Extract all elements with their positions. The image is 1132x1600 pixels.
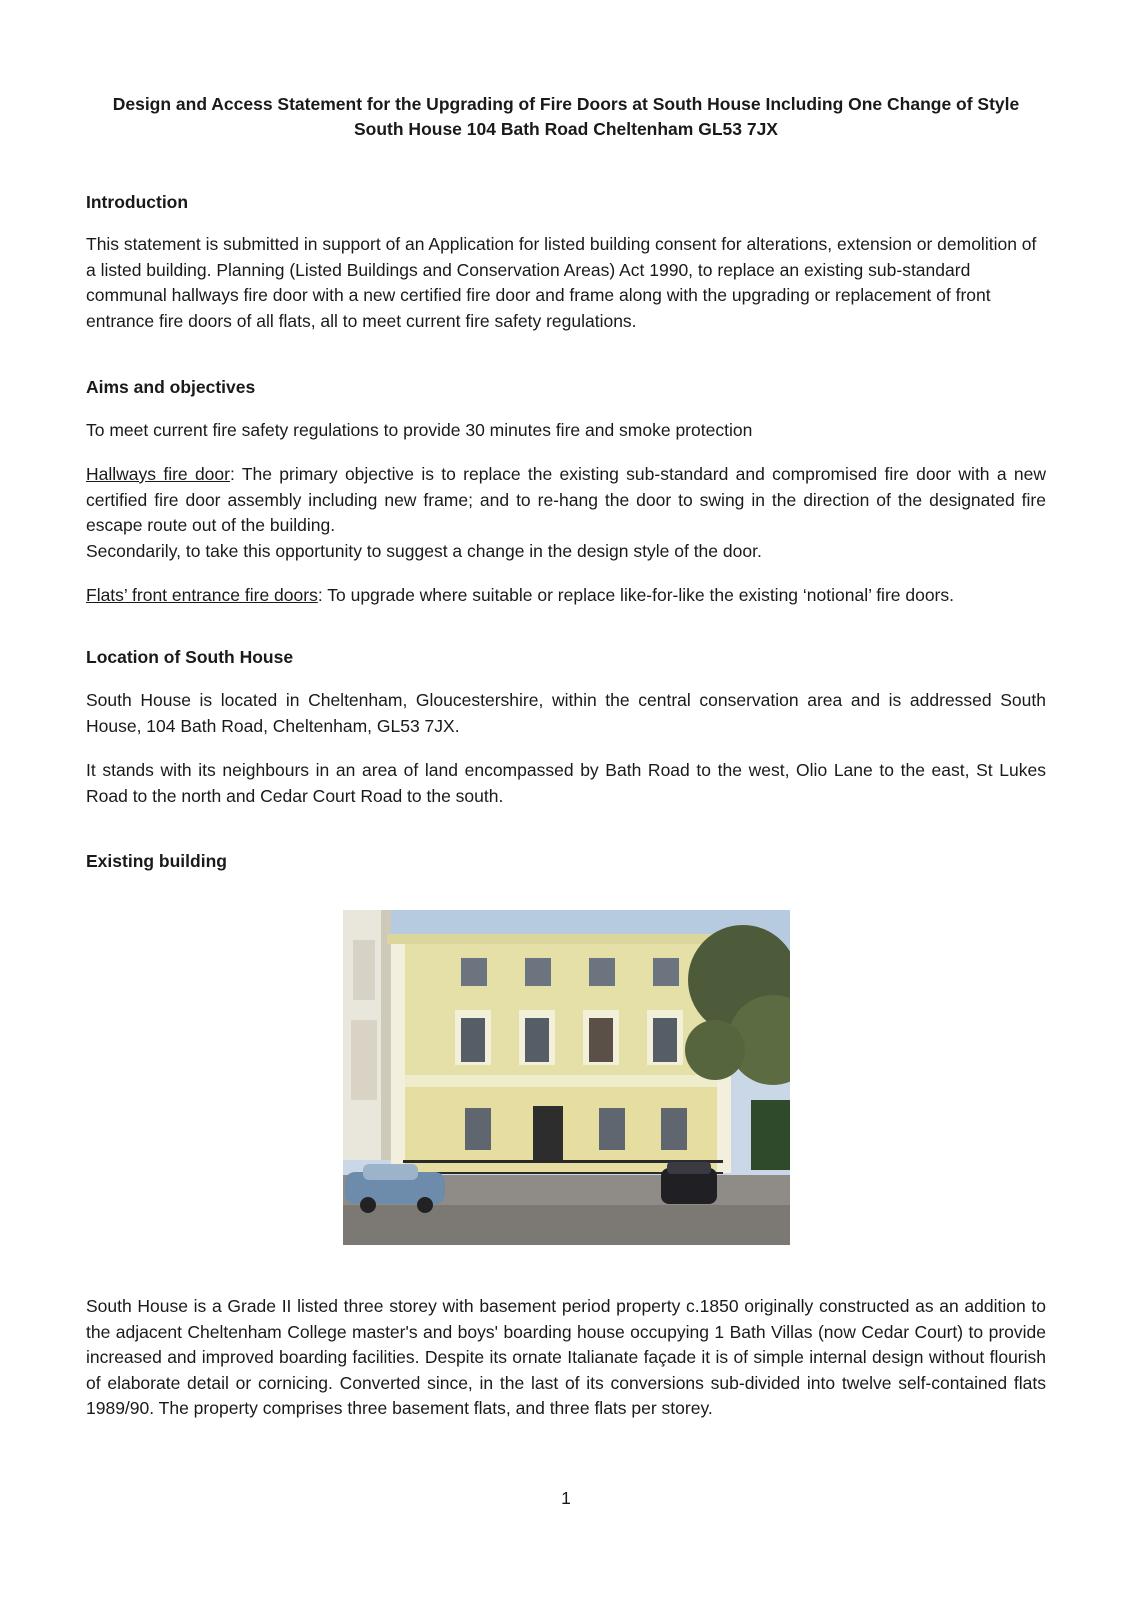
flats-paragraph (86, 583, 1046, 609)
hallways-label: Hallways fire door (86, 464, 230, 484)
location-paragraph-2: It stands with its neighbours in an area of land encompassed by Bath Road to the west, Olio Lane to the east, St Lukes Road to the north and Cedar Court Road to the south. (86, 760, 1046, 806)
heading-location: Location of South House (86, 647, 294, 667)
hallways-paragraph (86, 462, 1046, 539)
aims-paragraph: To meet current fire safety regulations to provide 30 minutes fire and smoke protection (86, 420, 753, 440)
heading-existing-building: Existing building (86, 851, 227, 871)
page-number: 1 (561, 1488, 571, 1508)
flats-text: : To upgrade where suitable or replace like-for-like the existing ‘notional’ fire doors. (317, 585, 954, 605)
building-photo (343, 910, 790, 1245)
document-title (86, 92, 1046, 142)
introduction-paragraph: This statement is submitted in support of an Application for listed building consent for alterations, extension or demolition of a listed building. Planning (Listed Buildings and Conservation Areas) Act 1990, to replace an existing sub-standard communal hallways fire door with a new certified fire door and frame along with the upgrading or replacement of front entrance fire doors of all flats, all to meet current fire safety regulations. (86, 234, 1037, 331)
hallways-text: : The primary objective is to replace the existing sub-standard and compromised fire door with a new certified fire door assembly including new frame; and to re-hang the door to swing in the direction of the designated fire escape route out of the building. (86, 464, 1046, 535)
existing-building-paragraph: South House is a Grade II listed three storey with basement period property c.1850 originally constructed as an addition to the adjacent Cheltenham College master's and boys' boarding house occupying 1 Bath Villas (now Cedar Court) to provide increased and improved boarding facilities. Despite its ornate Italianate façade it is of simple internal design without flourish of elaborate detail or cornicing. Converted since, in the last of its conversions sub-divided into twelve self-contained flats 1989/90. The property comprises three basement flats, and three flats per storey. (86, 1296, 1046, 1418)
flats-label: Flats’ front entrance fire doors (86, 585, 318, 605)
heading-introduction: Introduction (86, 192, 189, 212)
heading-aims-objectives: Aims and objectives (86, 377, 256, 397)
secondary-paragraph: Secondarily, to take this opportunity to suggest a change in the design style of the door. (86, 541, 762, 561)
title-line-1: Design and Access Statement for the Upgrading of Fire Doors at South House Including One Change of Style (112, 94, 1020, 114)
title-line-2: South House 104 Bath Road Cheltenham GL53 7JX (354, 119, 778, 139)
location-paragraph-1: South House is located in Cheltenham, Gloucestershire, within the central conservation area and is addressed South House, 104 Bath Road, Cheltenham, GL53 7JX. (86, 690, 1046, 736)
